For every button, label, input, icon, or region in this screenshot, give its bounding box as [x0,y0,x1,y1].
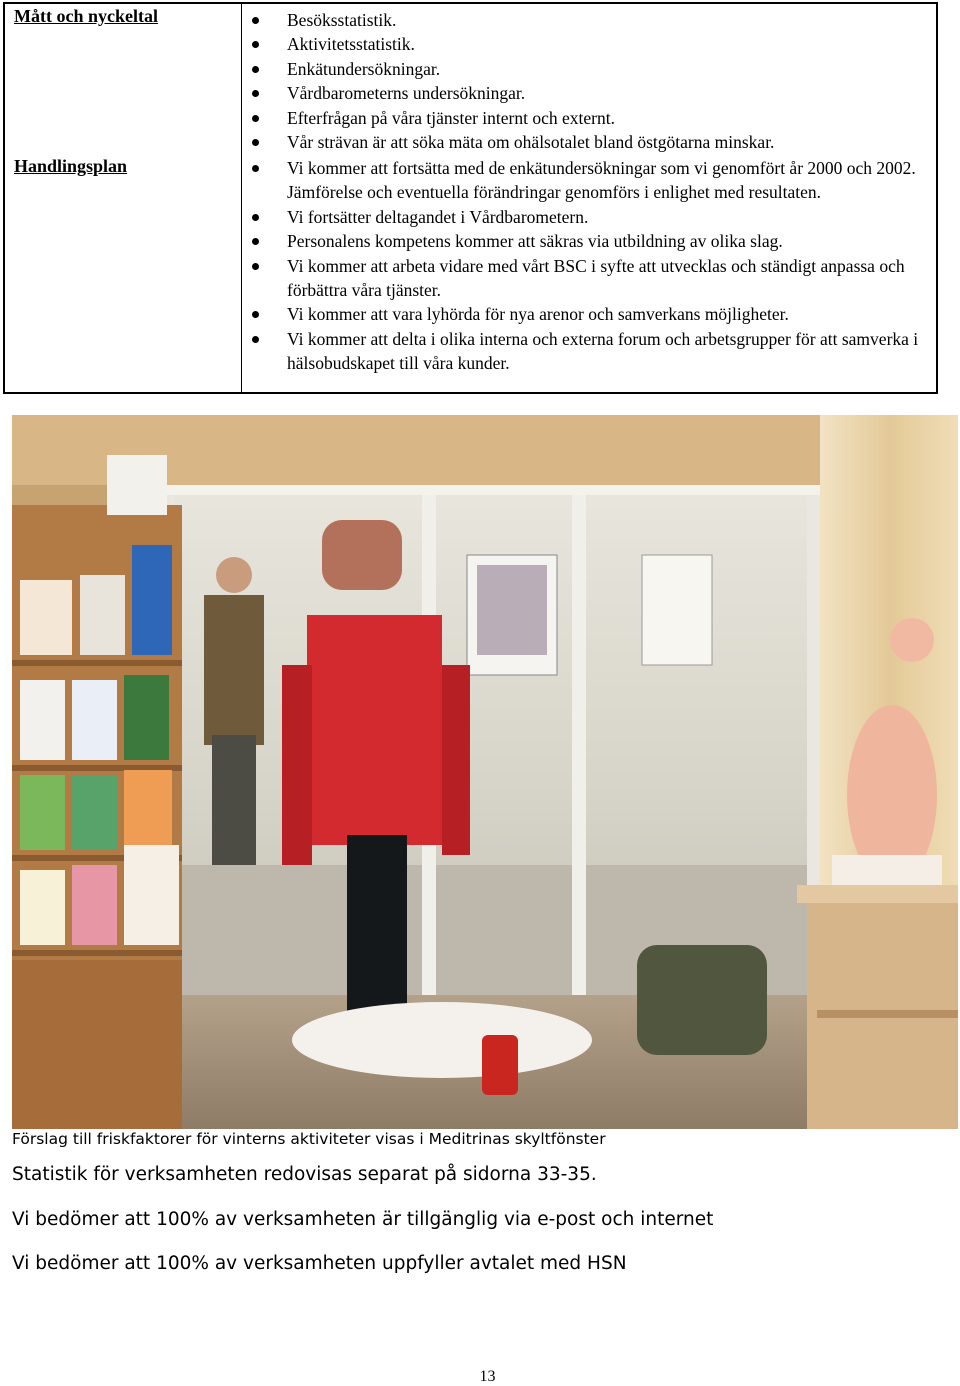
row-label-matt-och-nyckeltal: Mått och nyckeltal [14,6,158,26]
list-item: Vi kommer att delta i olika interna och externa forum och arbetsgrupper för att samverka i hälsobudskapet till våra kunder. [250,327,930,376]
photo-caption: Förslag till friskfaktorer för vinterns aktiviteter visas i Meditrinas skyltfönster [12,1130,606,1148]
bullet-icon [252,336,259,343]
list-item: Enkätundersökningar. [250,57,930,81]
paragraph-email-internet: Vi bedömer att 100% av verksamheten är tillgänglig via e-post och internet [12,1209,714,1230]
list-item: Vi kommer att fortsätta med de enkätundersökningar som vi genomfört år 2000 och 2002. Jämförelse och eventuella förändringar genomförs i enlighet med resultaten. [250,156,930,205]
list-item: Vår strävan är att söka mäta om ohälsotalet bland östgötarna minskar. [250,130,930,154]
bullet-icon [252,214,259,221]
bullet-icon [252,17,259,24]
bullet-list-matt-och-nyckeltal [250,8,930,154]
bullet-icon [252,263,259,270]
bullet-icon [252,165,259,172]
list-item: Aktivitetsstatistik. [250,32,930,56]
list-item: Vi kommer att vara lyhörda för nya arenor och samverkans möjligheter. [250,302,930,326]
list-item: Efterfrågan på våra tjänster internt och externt. [250,106,930,130]
bullet-icon [252,66,259,73]
bullet-icon [252,238,259,245]
table-column-divider [241,4,242,392]
shop-window-photo [12,415,958,1129]
bullet-icon [252,90,259,97]
list-item: Vårdbarometerns undersökningar. [250,81,930,105]
list-item: Besöksstatistik. [250,8,930,32]
bullet-list-handlingsplan [250,156,930,376]
bullet-icon [252,311,259,318]
measures-table [3,2,938,394]
bullet-icon [252,139,259,146]
list-item: Vi fortsätter deltagandet i Vårdbarometern. [250,205,930,229]
list-item: Personalens kompetens kommer att säkras via utbildning av olika slag. [250,229,930,253]
list-item: Vi kommer att arbeta vidare med vårt BSC i syfte att utvecklas och ständigt anpassa och förbättra våra tjänster. [250,254,930,303]
page-number: 13 [479,1368,496,1385]
paragraph-agreement-hsn: Vi bedömer att 100% av verksamheten uppfyller avtalet med HSN [12,1253,627,1274]
row-label-handlingsplan: Handlingsplan [14,156,128,176]
paragraph-statistics: Statistik för verksamheten redovisas separat på sidorna 33-35. [12,1164,597,1185]
bullet-icon [252,115,259,122]
bullet-icon [252,41,259,48]
